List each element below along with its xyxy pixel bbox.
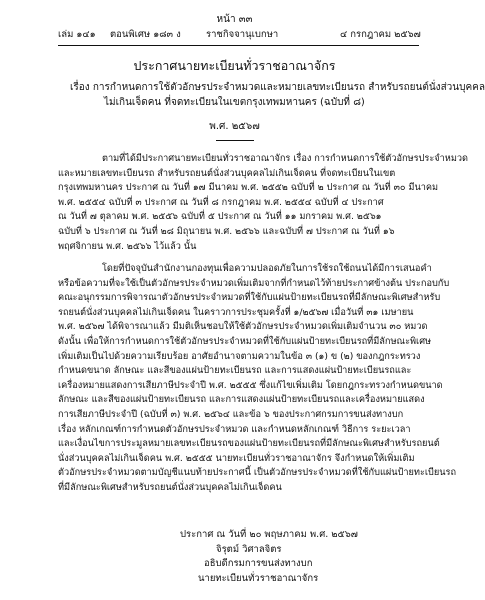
body-line: กรุงเทพมหานคร ประกาศ ณ วันที่ ๑๗ มีนาคม พ.ศ. ๒๕๕๒ ฉบับที่ ๒ ประกาศ ณ วันที่ ๓๐ มีนาคม [58, 182, 439, 194]
body-line: และเงื่อนไขการประมูลหมายเลขทะเบียนรถของแผ่นป้ายทะเบียนรถที่มีลักษณะพิเศษสำหรับรถยนต์ [58, 438, 440, 450]
header-volume: เล่ม ๑๔๑ [58, 29, 96, 40]
signature-block [180, 528, 420, 586]
body-line: คณะอนุกรรมการพิจารณาตัวอักษรประจำหมวดที่ใช้กับแผ่นป้ายทะเบียนรถที่มีลักษณะพิเศษสำหรับ [58, 292, 441, 304]
signatory-role: นายทะเบียนทั่วราชอาณาจักร [198, 572, 319, 584]
signatory-name: จิรุตม์ วิศาลจิตร [216, 543, 282, 555]
body-line: ดังนั้น เพื่อให้การกำหนดการใช้ตัวอักษรประจำหมวดที่ใช้กับแผ่นป้ายทะเบียนรถที่มีลักษณะพิเศษ [58, 335, 432, 347]
gazette-header [58, 29, 419, 41]
header-rule [58, 45, 419, 46]
paragraph-main [58, 262, 457, 496]
body-line: รถยนต์นั่งส่วนบุคคลไม่เกินเจ็ดคน ในคราวการประชุมครั้งที่ ๑/๒๕๖๗ เมื่อวันที่ ๓๑ เมษายน [58, 306, 414, 318]
announcement-year: พ.ศ. ๒๕๖๗ [209, 121, 260, 132]
body-line: ฉบับที่ ๖ ประกาศ ณ วันที่ ๒๘ มิถุนายน พ.ศ. ๒๕๖๖ และฉบับที่ ๗ ประกาศ ณ วันที่ ๑๖ [58, 225, 395, 237]
body-line: นั่งส่วนบุคคลไม่เกินเจ็ดคน พ.ศ. ๒๕๕๕ นายทะเบียนทั่วราชอาณาจักร จึงกำหนดให้เพิ่มเติม [58, 452, 415, 464]
body-line: และหมายเลขทะเบียนรถ สำหรับรถยนต์นั่งส่วนบุคคลไม่เกินเจ็ดคน ที่จดทะเบียนในเขต [58, 167, 396, 179]
header-gazette-name: ราชกิจจานุเบกษา [206, 29, 279, 40]
body-line: ตามที่ได้มีประกาศนายทะเบียนทั่วราชอาณาจักร เรื่อง การกำหนดการใช้ตัวอักษรประจำหมวด [102, 153, 469, 164]
body-line: ตัวอักษรประจำหมวดตามบัญชีแนบท้ายประกาศนี้ เป็นตัวอักษรประจำหมวดที่ใช้กับแผ่นป้ายทะเบียนรถ [58, 467, 457, 479]
subject-line: ไม่เกินเจ็ดคน ที่จดทะเบียนในเขตกรุงเทพมหานคร (ฉบับที่ ๘) [104, 96, 365, 108]
header-section: ตอนพิเศษ ๑๘๓ ง [110, 29, 181, 40]
body-line: พ.ศ. ๒๕๖๗ ได้พิจารณาแล้ว มีมติเห็นชอบให้ใช้ตัวอักษรประจำหมวดเพิ่มเติมจำนวน ๓๐ หมวด [58, 321, 428, 333]
body-line: หรือข้อความที่จะใช้เป็นตัวอักษรประจำหมวดเพิ่มเติมจากที่กำหนดไว้ท้ายประกาศข้างต้น ประกอบกับ [58, 277, 450, 289]
page-number: หน้า ๓๓ [216, 14, 253, 25]
title-divider [216, 140, 254, 141]
body-line: ณ วันที่ ๗ ตุลาคม พ.ศ. ๒๕๕๖ ฉบับที่ ๕ ประกาศ ณ วันที่ ๑๑ มกราคม พ.ศ. ๒๕๖๑ [58, 211, 382, 223]
body-line: กำหนดขนาด ลักษณะ และสีของแผ่นป้ายทะเบียนรถ และการแสดงแผ่นป้ายทะเบียนรถและ [58, 365, 412, 377]
body-line: พฤศจิกายน พ.ศ. ๒๕๖๖ ไว้แล้ว นั้น [58, 240, 197, 252]
body-line: เครื่องหมายแสดงการเสียภาษีประจำปี พ.ศ. ๒๕๕๕ ซึ่งแก้ไขเพิ่มเติม โดยกฎกระทรวงกำหนดขนาด [58, 379, 443, 391]
header-date: ๔ กรกฎาคม ๒๕๖๗ [340, 29, 421, 40]
paragraph-preamble [58, 152, 469, 254]
body-line: ลักษณะ และสีของแผ่นป้ายทะเบียนรถ และการแสดงแผ่นป้ายทะเบียนรถและเครื่องหมายแสดง [58, 394, 425, 406]
body-line: เรื่อง หลักเกณฑ์การกำหนดตัวอักษรประจำหมวด และกำหนดหลักเกณฑ์ วิธีการ ระยะเวลา [58, 423, 411, 435]
body-line: การเสียภาษีประจำปี (ฉบับที่ ๓) พ.ศ. ๒๕๖๔ และข้อ ๖ ของประกาศกรมการขนส่งทางบก [58, 408, 404, 420]
body-line: โดยที่ปัจจุบันสำนักงานกองทุนเพื่อความปลอดภัยในการใช้รถใช้ถนนได้มีการเสนอคำ [102, 263, 432, 274]
body-line: พ.ศ. ๒๕๕๔ ฉบับที่ ๓ ประกาศ ณ วันที่ ๘ กรกฎาคม พ.ศ. ๒๕๕๔ ฉบับที่ ๔ ประกาศ [58, 196, 384, 208]
signature-date: ประกาศ ณ วันที่ ๒๐ พฤษภาคม พ.ศ. ๒๕๖๗ [180, 529, 358, 540]
body-line: ที่มีลักษณะพิเศษสำหรับรถยนต์นั่งส่วนบุคคลไม่เกินเจ็ดคน [58, 481, 282, 493]
subject-line: เรื่อง การกำหนดการใช้ตัวอักษรประจำหมวดและหมายเลขทะเบียนรถ สำหรับรถยนต์นั่งส่วนบุคคล [70, 82, 485, 93]
announcement-title: ประกาศนายทะเบียนทั่วราชอาณาจักร [133, 58, 336, 73]
signatory-position: อธิบดีกรมการขนส่งทางบก [204, 558, 313, 569]
announcement-subject [70, 80, 485, 109]
body-line: เพิ่มเติมเป็นไปด้วยความเรียบร้อย อาศัยอำนาจตามความในข้อ ๓ (๑) ข (๒) ของกฎกระทรวง [58, 350, 421, 362]
